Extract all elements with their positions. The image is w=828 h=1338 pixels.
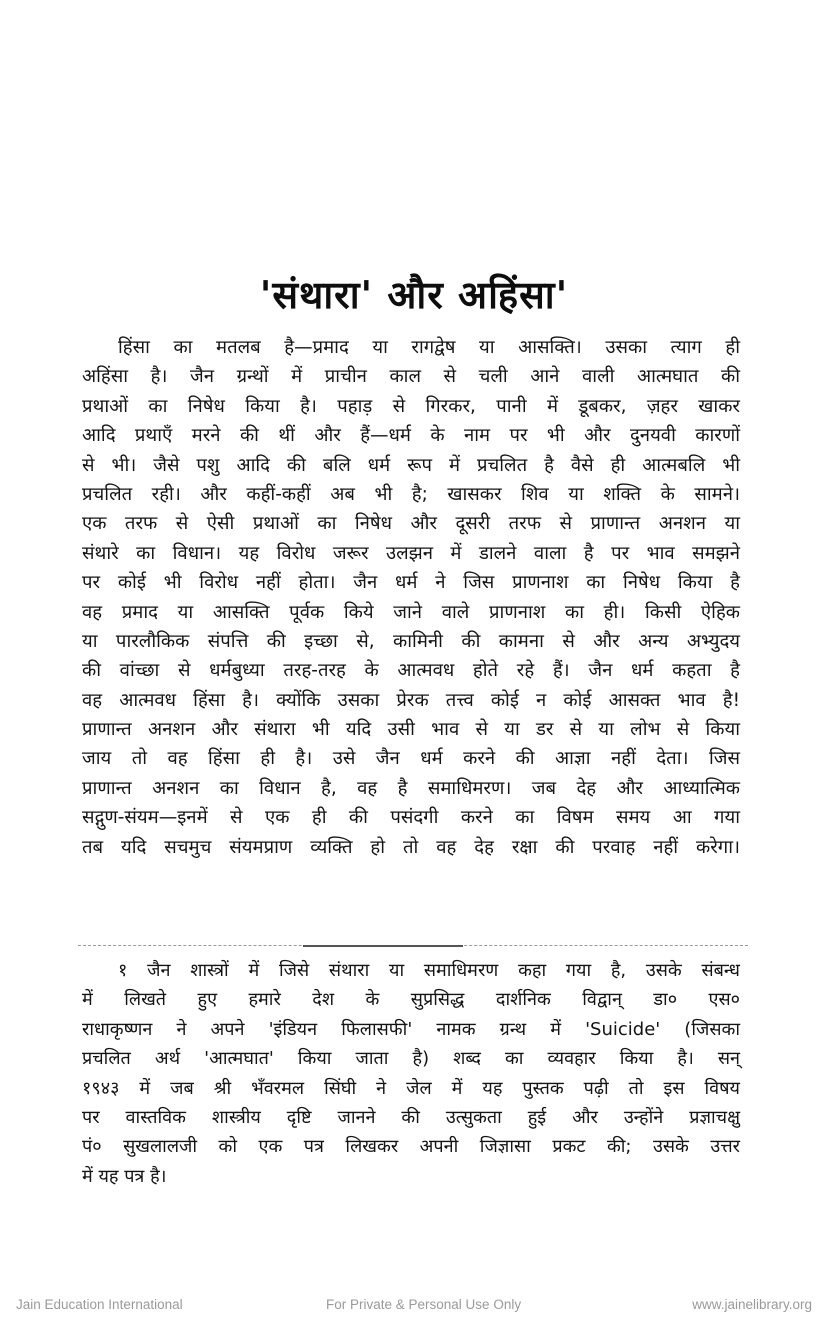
body-line: अहिंसा है। जैन ग्रन्थों में प्राचीन काल से चली आने वाली आत्मघात की: [82, 366, 740, 388]
body-line: जाय तो वह हिंसा ही है। उसे जैन धर्म करने की आज्ञा नहीं देता। जिस: [82, 748, 740, 770]
footnote-line: में यह पत्र है।: [82, 1165, 167, 1187]
body-line: प्राणान्त अनशन का विधान है, वह है समाधिमरण। जब देह और आध्यात्मिक: [82, 777, 740, 799]
body-line: प्रचलित रही। और कहीं-कहीं अब भी है; खासकर शिव या शक्ति के सामने।: [82, 483, 740, 505]
footer-usage-notice: For Private & Personal Use Only: [326, 1297, 522, 1312]
body-line: पर कोई भी विरोध नहीं होता। जैन धर्म ने जिस प्राणनाश का निषेध किया है: [82, 572, 740, 594]
footnote-line: पर वास्तविक शास्त्रीय दृष्टि जानने की उत्सुकता हुई और उन्होंने प्रज्ञाचक्षु: [82, 1106, 740, 1128]
body-line: तब यदि सचमुच संयमप्राण व्यक्ति हो तो वह देह रक्षा की परवाह नहीं करेगा।: [82, 836, 740, 858]
footer-publisher: Jain Education International: [16, 1297, 183, 1312]
body-line: एक तरफ से ऐसी प्रथाओं का निषेध और दूसरी तरफ से प्राणान्त अनशन या: [82, 513, 740, 535]
footnote-line: १ जैन शास्त्रों में जिसे संथारा या समाधिमरण कहा गया है, उसके संबन्ध: [118, 960, 740, 981]
body-line: वह आत्मवध हिंसा है। क्योंकि उसका प्रेरक तत्त्व कोई न कोई आसक्त भाव है!: [82, 689, 740, 711]
body-line: आदि प्रथाएँ मरने की थीं और हैं—धर्म के नाम पर भी और दुनयवी कारणों: [82, 425, 740, 447]
body-line: सद्गुण-संयम—इनमें से एक ही की पसंदगी करने का विषम समय आ गया: [82, 807, 740, 829]
body-line: प्राणान्त अनशन और संथारा भी यदि उसी भाव से या डर से या लोभ से किया: [82, 719, 740, 741]
footnote-rule: [303, 945, 463, 947]
body-line: वह प्रमाद या आसक्ति पूर्वक किये जाने वाले प्राणनाश का ही। किसी ऐहिक: [82, 601, 740, 623]
footnote-line: प्रचलित अर्थ 'आत्मघात' किया जाता है) शब्द का व्यवहार किया है। सन्: [82, 1048, 740, 1070]
body-line: संथारे का विधान। यह विरोध जरूर उलझन में डालने वाला है पर भाव समझने: [82, 542, 740, 564]
body-line: की वांच्छा से धर्मबुध्या तरह-तरह के आत्मवध होते रहे हैं। जैन धर्म कहता है: [82, 660, 740, 682]
footnote-divider: [78, 945, 748, 948]
footnote-line: राधाकृष्णन ने अपने 'इंडियन फिलासफी' नामक ग्रन्थ में 'Suicide' (जिसका: [82, 1018, 740, 1040]
footnote-line: १९४३ में जब श्री भँवरमल सिंघी ने जेल में यह पुस्तक पढ़ी तो इस विषय: [82, 1077, 740, 1099]
body-line: हिंसा का मतलब है—प्रमाद या रागद्वेष या आसक्ति। उसका त्याग ही: [118, 337, 740, 358]
footnote-line: पं० सुखलालजी को एक पत्र लिखकर अपनी जिज्ञासा प्रकट की; उसके उत्तर: [82, 1136, 740, 1158]
footer-website-link[interactable]: www.jainelibrary.org: [692, 1297, 812, 1312]
body-line: से भी। जैसे पशु आदि की बलि धर्म रूप में प्रचलित है वैसे ही आत्मबलि भी: [82, 454, 740, 476]
body-line: प्रथाओं का निषेध किया है। पहाड़ से गिरकर, पानी में डूबकर, ज़हर खाकर: [82, 395, 740, 417]
footnote: [82, 956, 740, 1191]
body-line: या पारलौकिक संपत्ति की इच्छा से, कामिनी की कामना से और अन्य अभ्युदय: [82, 630, 740, 652]
footnote-line: में लिखते हुए हमारे देश के सुप्रसिद्ध दार्शनिक विद्वान् डा० एस०: [82, 989, 740, 1011]
page-footer: [0, 1297, 828, 1317]
page-title: 'संथारा' और अहिंसा': [259, 273, 569, 317]
body-text: [82, 333, 740, 862]
